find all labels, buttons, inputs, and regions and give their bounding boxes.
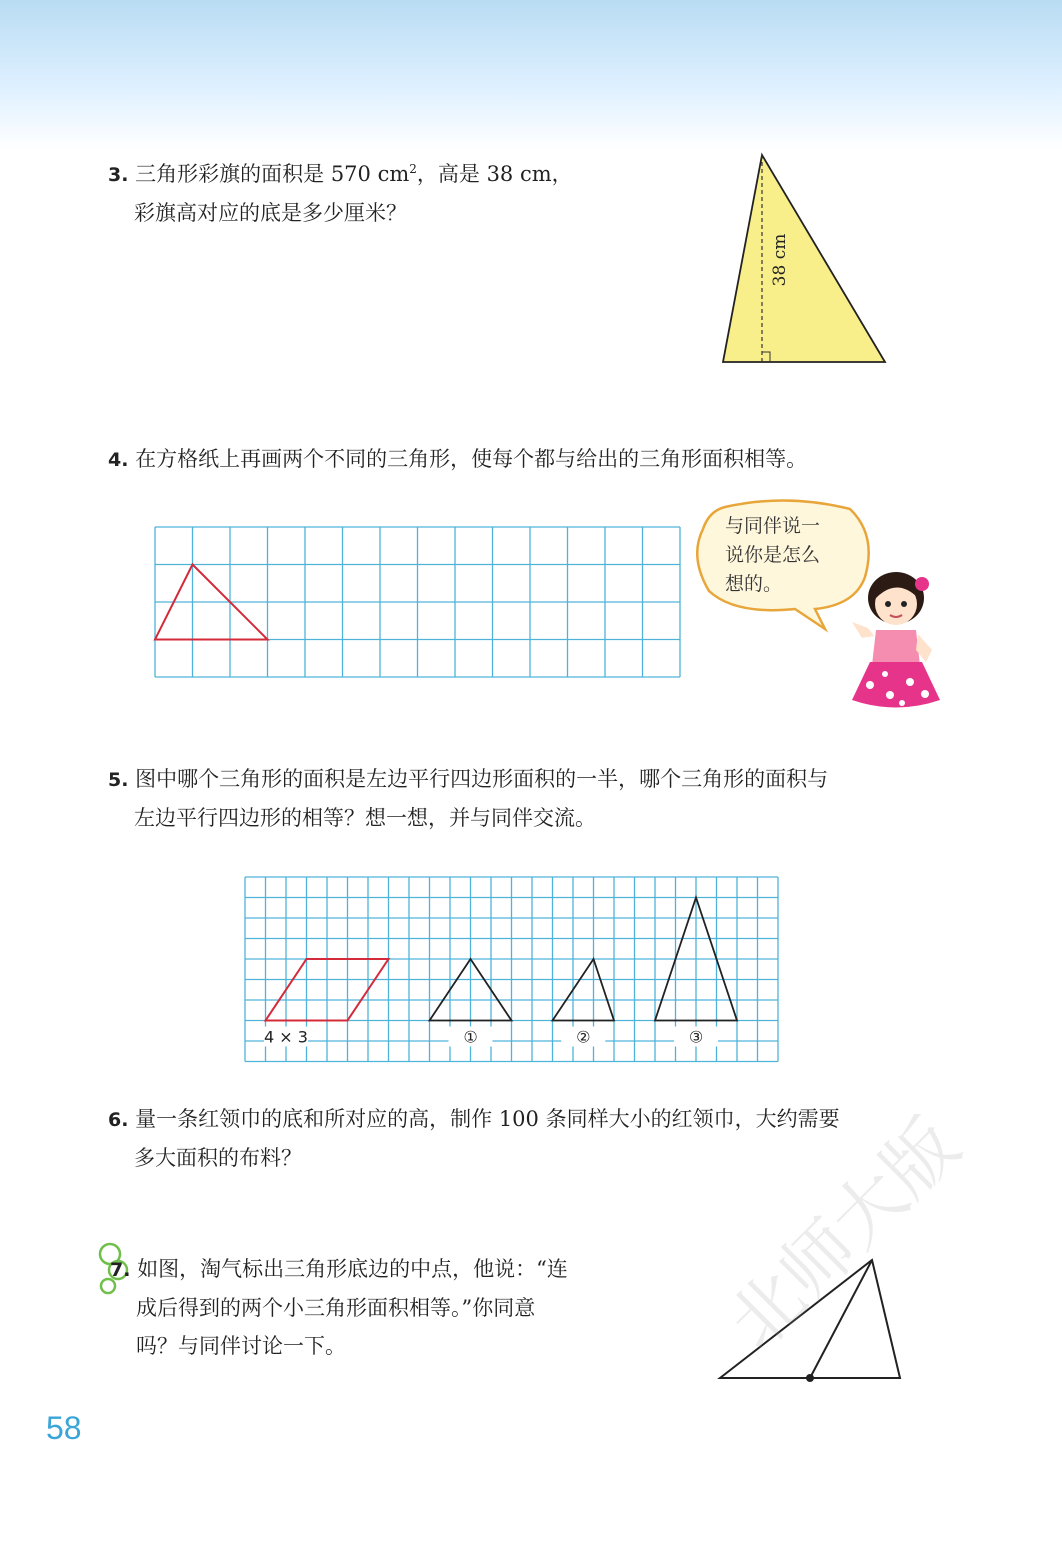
girl-illustration — [840, 570, 950, 720]
question-text: 三角形彩旗的面积是 570 cm — [135, 162, 410, 186]
parallelogram-label: 4 × 3 — [264, 1027, 308, 1047]
flag-triangle — [723, 155, 885, 362]
watermark: 北师大版 — [712, 1102, 976, 1366]
question-5 — [108, 760, 828, 837]
triangle-midpoint-figure — [715, 1255, 910, 1385]
question-text: 左边平行四边形的相等？想一想，并与同伴交流。 — [134, 806, 596, 830]
question-4 — [108, 440, 807, 479]
question-text: 多大面积的布料？ — [134, 1146, 302, 1170]
height-label: 38 cm — [770, 233, 790, 287]
header-band — [0, 0, 1062, 150]
flag-triangle-figure — [715, 150, 895, 370]
question-number: 4. — [108, 449, 129, 471]
question-number: 6. — [108, 1109, 129, 1131]
question-text: 吗？与同伴讨论一下。 — [136, 1334, 346, 1358]
midpoint-dot — [806, 1374, 814, 1382]
question-text: ，高是 38 cm， — [416, 162, 573, 186]
question-text: 量一条红领巾的底和所对应的高，制作 100 条同样大小的红领巾，大约需要 — [135, 1107, 840, 1131]
bubble-line-1: 与同伴说一 — [725, 515, 821, 537]
question-7 — [110, 1250, 568, 1365]
question-3 — [108, 150, 573, 232]
grid-paper-q4 — [155, 527, 680, 679]
grid-lines — [155, 527, 680, 677]
question-text: 图中哪个三角形的面积是左边平行四边形面积的一半，哪个三角形的面积与 — [135, 767, 829, 791]
question-text: 彩旗高对应的底是多少厘米？ — [134, 201, 407, 225]
triangle-label-2: ② — [576, 1027, 591, 1047]
page-number: 58 — [46, 1410, 82, 1446]
superscript: 2 — [409, 162, 417, 176]
bubble-line-3: 想的。 — [725, 573, 783, 595]
triangle-2 — [553, 959, 615, 1021]
question-text: 成后得到的两个小三角形面积相等。”你同意 — [136, 1296, 536, 1320]
question-text: 如图，淘气标出三角形底边的中点，他说：“连 — [137, 1257, 568, 1281]
triangle-label-3: ③ — [688, 1027, 704, 1047]
median-line — [810, 1260, 872, 1378]
question-number: 7. — [110, 1259, 131, 1281]
question-text: 在方格纸上再画两个不同的三角形，使每个都与给出的三角形面积相等。 — [135, 447, 808, 471]
grid-paper-q5 — [245, 877, 779, 1064]
triangle-label-1: ① — [463, 1027, 478, 1047]
question-number: 5. — [108, 769, 129, 791]
bubble-line-2: 说你是怎么 — [725, 544, 821, 566]
question-6 — [108, 1100, 840, 1177]
big-triangle — [720, 1260, 900, 1378]
question-number: 3. — [108, 164, 129, 186]
